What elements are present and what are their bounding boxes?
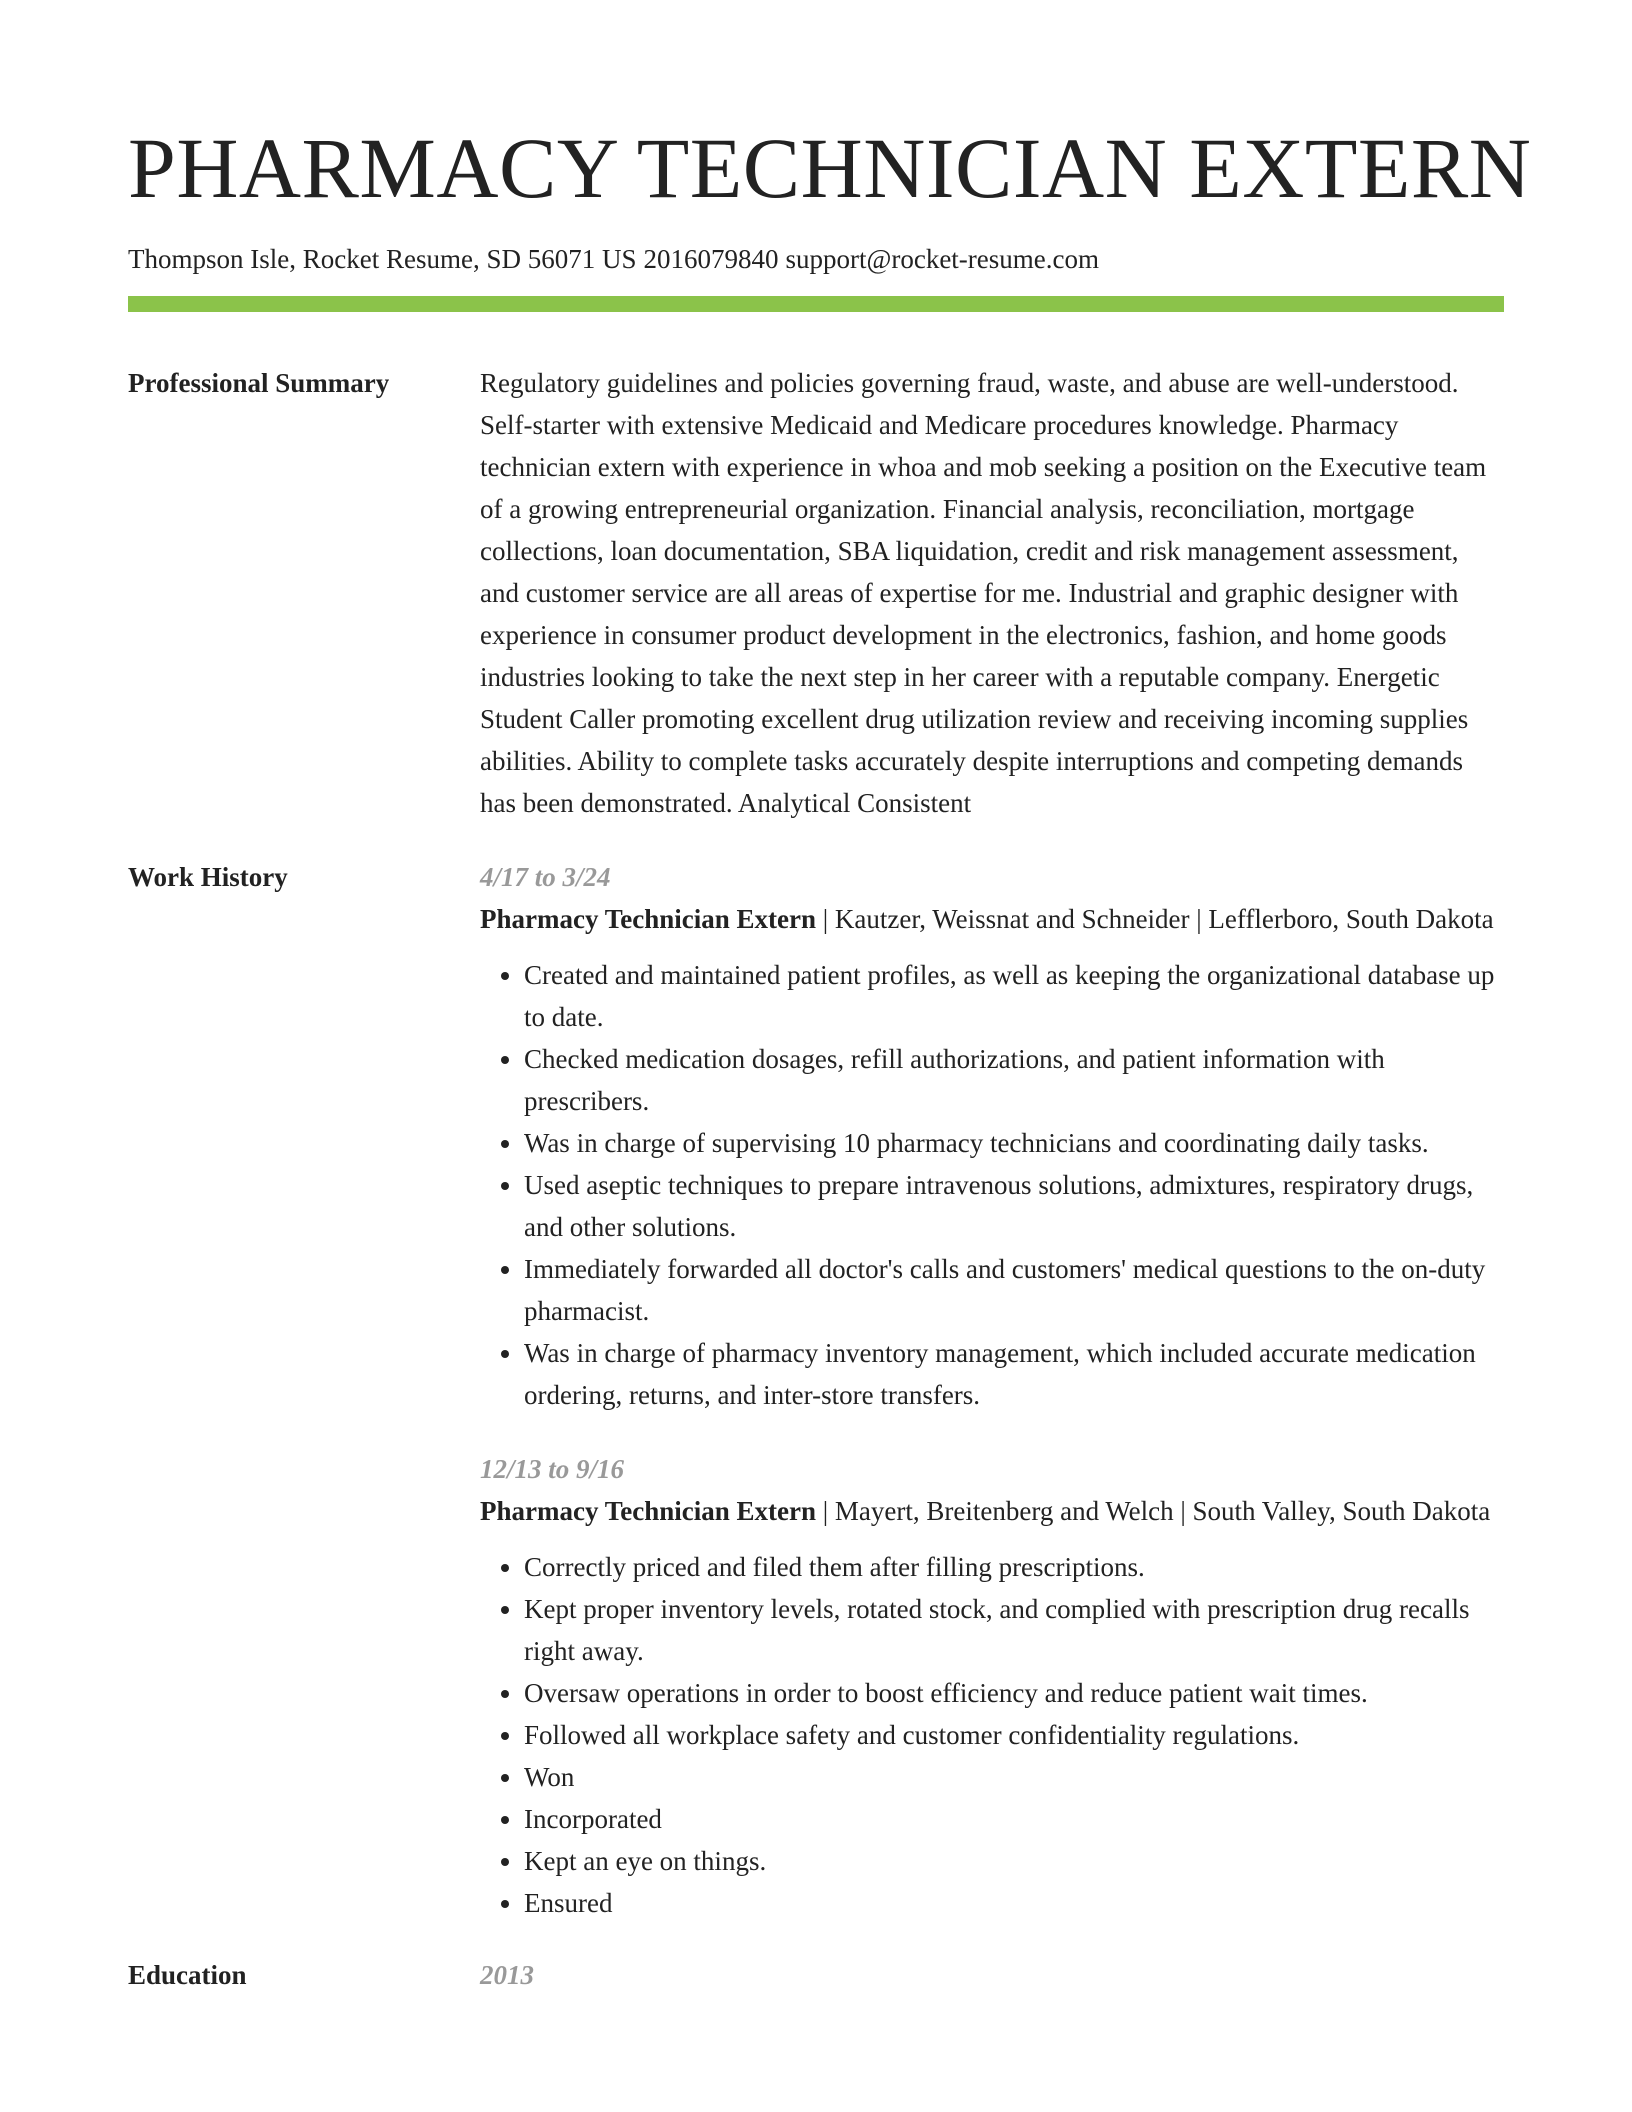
header-accent-rule xyxy=(128,296,1504,312)
list-item: • Ensured xyxy=(524,1882,1504,1924)
job-entry xyxy=(480,1448,1504,1924)
list-item: • Immediately forwarded all doctor's calls and customers' medical questions to the on-duty pharmacist. xyxy=(524,1248,1504,1332)
job-entry xyxy=(480,856,1504,1416)
list-item: • Checked medication dosages, refill authorizations, and patient information with prescribers. xyxy=(524,1038,1504,1122)
contact-line xyxy=(128,242,1504,276)
list-item: • Created and maintained patient profiles, as well as keeping the organizational database up to date. xyxy=(524,954,1504,1038)
section-label-work-history: Work History xyxy=(128,862,288,892)
list-item: • Kept an eye on things. xyxy=(524,1840,1504,1882)
resume-page xyxy=(128,0,1532,1996)
job-duties-list xyxy=(480,954,1504,1416)
work-history-body xyxy=(480,856,1504,1924)
job-heading xyxy=(480,1490,1504,1532)
education-section xyxy=(128,1954,1504,1996)
job-dates: 12/13 to 9/16 xyxy=(480,1454,625,1484)
resume-name-heading: PHARMACY TECHNICIAN EXTERN xyxy=(128,120,1532,216)
job-title: Pharmacy Technician Extern xyxy=(480,1496,816,1526)
list-item: • Followed all workplace safety and customer confidentiality regulations. xyxy=(524,1714,1504,1756)
professional-summary-body xyxy=(480,362,1504,824)
contact-email: support@rocket-resume.com xyxy=(785,244,1100,274)
education-body xyxy=(480,1954,1504,1996)
list-item: • Used aseptic techniques to prepare intravenous solutions, admixtures, respiratory drugs, and other solutions. xyxy=(524,1164,1504,1248)
job-dates: 4/17 to 3/24 xyxy=(480,862,611,892)
job-heading xyxy=(480,898,1504,940)
job-title: Pharmacy Technician Extern xyxy=(480,904,816,934)
job-employer-location: | Kautzer, Weissnat and Schneider | Lefflerboro, South Dakota xyxy=(816,904,1494,934)
list-item: • Was in charge of supervising 10 pharmacy technicians and coordinating daily tasks. xyxy=(524,1122,1504,1164)
section-label-education: Education xyxy=(128,1960,247,1990)
list-item: • Correctly priced and filed them after filling prescriptions. xyxy=(524,1546,1504,1588)
education-year: 2013 xyxy=(480,1960,534,1990)
list-item: • Was in charge of pharmacy inventory management, which included accurate medication ordering, returns, and inter-store transfers. xyxy=(524,1332,1504,1416)
list-item: • Kept proper inventory levels, rotated stock, and complied with prescription drug recalls right away. xyxy=(524,1588,1504,1672)
job-employer-location: | Mayert, Breitenberg and Welch | South Valley, South Dakota xyxy=(816,1496,1491,1526)
professional-summary-section xyxy=(128,362,1504,824)
professional-summary-text: Regulatory guidelines and policies governing fraud, waste, and abuse are well-understood. Self-starter with extensive Medicaid and Medicare procedures knowledge. Pharmacy technician extern with experience in whoa and mob seeking a position on the Executive team of a growing entrepreneurial organization. Financial analysis, reconciliation, mortgage collections, loan documentation, SBA liquidation, credit and risk management assessment, and customer service are all areas of expertise for me. Industrial and graphic designer with experience in consumer product development in the electronics, fashion, and home goods industries looking to take the next step in her career with a reputable company. Energetic Student Caller promoting excellent drug utilization review and receiving incoming supplies abilities. Ability to complete tasks accurately despite interruptions and competing demands has been demonstrated. Analytical Consistent xyxy=(480,368,1487,818)
job-duties-list xyxy=(480,1546,1504,1924)
list-item: • Oversaw operations in order to boost efficiency and reduce patient wait times. xyxy=(524,1672,1504,1714)
list-item: • Won xyxy=(524,1756,1504,1798)
section-label-professional-summary: Professional Summary xyxy=(128,368,390,398)
contact-phone: 2016079840 xyxy=(643,244,779,274)
work-history-section xyxy=(128,856,1504,1924)
contact-address: Thompson Isle, Rocket Resume, SD 56071 US xyxy=(128,244,637,274)
list-item: • Incorporated xyxy=(524,1798,1504,1840)
